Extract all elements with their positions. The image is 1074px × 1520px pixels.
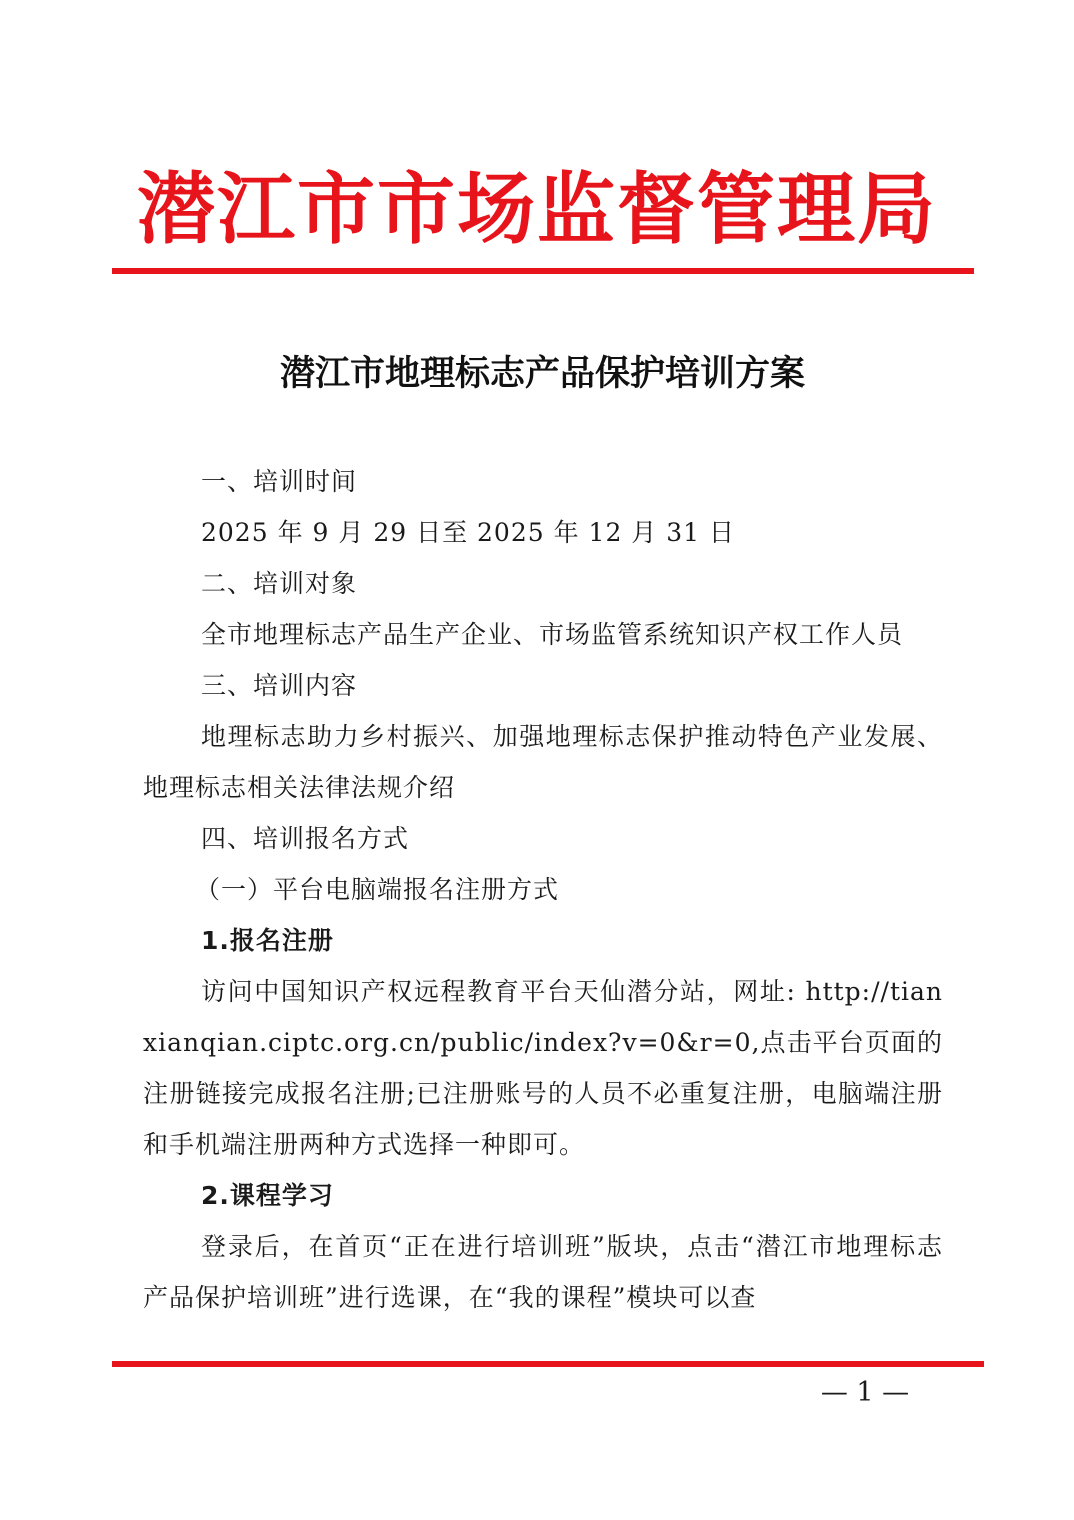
subsection-pc-registration: （一）平台电脑端报名注册方式 <box>195 875 560 904</box>
document-body <box>143 456 943 1323</box>
section-heading-training-time: 一、培训时间 <box>201 467 358 496</box>
item-heading-course-study: 2.课程学习 <box>201 1181 334 1210</box>
document-title: 潜江市地理标志产品保护培训方案 <box>279 353 805 394</box>
training-time-text: 2025 年 9 月 29 日至 2025 年 12 月 31 日 <box>201 518 736 547</box>
trainees-text: 全市地理标志产品生产企业、市场监管系统知识产权工作人员 <box>201 620 904 649</box>
page-number: — 1 — <box>820 1377 910 1408</box>
section-heading-trainees: 二、培训对象 <box>201 569 358 598</box>
section-heading-registration: 四、培训报名方式 <box>201 824 410 853</box>
letterhead-red-rule <box>112 268 974 274</box>
footer-red-rule <box>112 1361 984 1367</box>
content-text: 地理标志助力乡村振兴、加强地理标志保护推动特色产业发展、地理标志相关法律法规介绍 <box>143 722 943 802</box>
agency-letterhead: 潜江市市场监督管理局 <box>136 164 937 255</box>
item-heading-register: 1.报名注册 <box>201 926 334 955</box>
course-study-text: 登录后，在首页“正在进行培训班”版块，点击“潜江市地理标志产品保护培训班”进行选课，在“我的课程”模块可以查 <box>143 1232 943 1312</box>
register-text: 访问中国知识产权远程教育平台天仙潜分站，网址: http://tianxianqian.ciptc.org.cn/public/index?v=0&r=0,点击平台页面的注册链接完成报名注册;已注册账号的人员不必重复注册，电脑端注册和手机端注册两种方式选择一种即可。 <box>143 977 943 1159</box>
section-heading-content: 三、培训内容 <box>201 671 358 700</box>
